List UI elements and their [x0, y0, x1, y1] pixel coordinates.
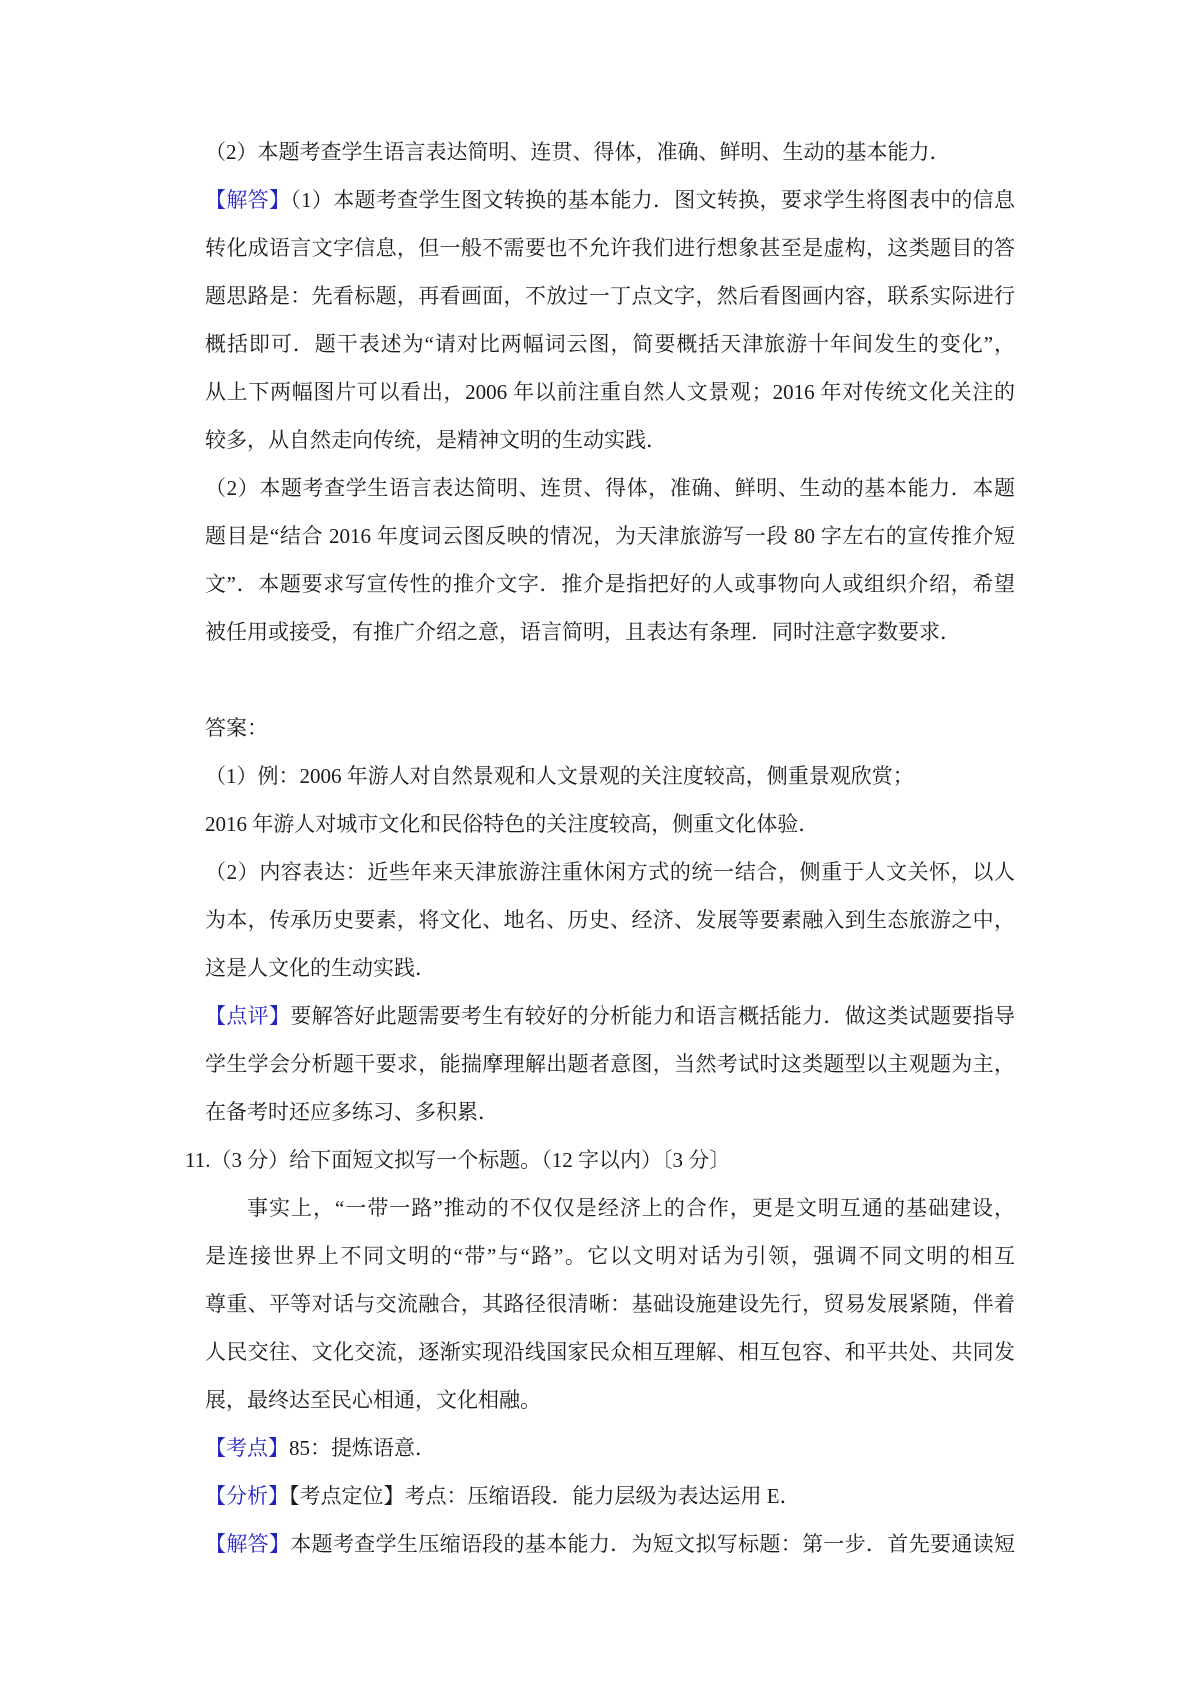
line-text: 人民交往、文化交流，逐渐实现沿线国家民众相互理解、相互包容、和平共处、共同发	[205, 1340, 1015, 1364]
line-text: 文”．本题要求写宣传性的推介文字．推介是指把好的人或事物向人或组织介绍，希望	[205, 572, 1015, 596]
line-text: 题思路是：先看标题，再看画面，不放过一丁点文字，然后看图画内容，联系实际进行	[205, 284, 1015, 308]
text-line	[205, 272, 1015, 320]
text-line	[205, 1280, 1015, 1328]
line-text: 2016 年游人对城市文化和民俗特色的关注度较高，侧重文化体验．	[205, 812, 820, 836]
line-text: （1）例：2006 年游人对自然景观和人文景观的关注度较高，侧重景观欣赏；	[205, 764, 914, 788]
line-text: 为本，传承历史要素，将文化、地名、历史、经济、发展等要素融入到生态旅游之中，	[205, 908, 1015, 932]
fenxi-label: 【分析】	[205, 1484, 289, 1508]
line-text: 被任用或接受，有推广介绍之意，语言简明，且表达有条理．同时注意字数要求．	[205, 620, 961, 644]
text-line	[205, 368, 1015, 416]
jieda-label: 【解答】	[205, 188, 291, 212]
line-text: （1）本题考查学生图文转换的基本能力．图文转换，要求学生将图表中的信息	[290, 188, 1015, 212]
line-text: 事实上，“一带一路”推动的不仅仅是经济上的合作，更是文明互通的基础建设，	[247, 1196, 1015, 1220]
text-line	[205, 1040, 1015, 1088]
dianping-label: 【点评】	[205, 1004, 291, 1028]
text-line	[205, 560, 1015, 608]
line-text: 答案：	[205, 716, 268, 740]
line-text: 学生学会分析题干要求，能揣摩理解出题者意图，当然考试时这类题型以主观题为主，	[205, 1052, 1015, 1076]
text-line	[205, 1232, 1015, 1280]
text-line	[205, 320, 1015, 368]
question-11-line	[185, 1136, 1015, 1184]
line-text: 在备考时还应多练习、多积累．	[205, 1100, 499, 1124]
line-text: （2）本题考查学生语言表达简明、连贯、得体，准确、鲜明、生动的基本能力．本题	[205, 476, 1015, 500]
line-text: 85：提炼语意．	[289, 1436, 436, 1460]
text-line	[205, 1088, 1015, 1136]
line-text: 题目是“结合 2016 年度词云图反映的情况，为天津旅游写一段 80 字左右的宣传推介短	[205, 524, 1015, 548]
text-line	[205, 752, 1015, 800]
text-line	[205, 176, 1015, 224]
line-text: 本题考查学生压缩语段的基本能力．为短文拟写标题：第一步．首先要通读短	[290, 1532, 1015, 1556]
text-line	[205, 848, 1015, 896]
line-text: 概括即可．题干表述为“请对比两幅词云图，简要概括天津旅游十年间发生的变化”，	[205, 332, 1015, 356]
line-text: 是连接世界上不同文明的“带”与“路”。它以文明对话为引领，强调不同文明的相互	[205, 1244, 1015, 1268]
line-text: 要解答好此题需要考生有较好的分析能力和语言概括能力．做这类试题要指导	[290, 1004, 1015, 1028]
text-line	[205, 512, 1015, 560]
line-text: 11.（3 分）给下面短文拟写一个标题。（12 字以内）〔3 分〕	[185, 1148, 731, 1172]
text-line	[205, 1184, 1015, 1232]
answer-heading-line	[205, 704, 1015, 752]
text-line	[205, 224, 1015, 272]
kaodian-label: 【考点】	[205, 1436, 289, 1460]
text-line	[205, 896, 1015, 944]
line-text: 转化成语言文字信息，但一般不需要也不允许我们进行想象甚至是虚构，这类题目的答	[205, 236, 1015, 260]
line-text: 这是人文化的生动实践．	[205, 956, 436, 980]
document-page	[185, 128, 1015, 1568]
text-line	[205, 1376, 1015, 1424]
line-text: 【考点定位】考点：压缩语段．能力层级为表达运用 E．	[289, 1484, 801, 1508]
text-line	[205, 800, 1015, 848]
text-line	[205, 128, 1015, 176]
blank-line	[205, 656, 1015, 704]
text-line	[205, 1424, 1015, 1472]
line-text: （2）内容表达：近些年来天津旅游注重休闲方式的统一结合，侧重于人文关怀，以人	[205, 860, 1015, 884]
text-line	[205, 416, 1015, 464]
line-text: （2）本题考查学生语言表达简明、连贯、得体，准确、鲜明、生动的基本能力．	[205, 140, 951, 164]
line-text: 从上下两幅图片可以看出，2006 年以前注重自然人文景观；2016 年对传统文化关注的	[205, 380, 1015, 404]
line-text: 较多，从自然走向传统，是精神文明的生动实践．	[205, 428, 667, 452]
text-line	[205, 608, 1015, 656]
text-line	[205, 1328, 1015, 1376]
text-line	[205, 1472, 1015, 1520]
jieda-label: 【解答】	[205, 1532, 291, 1556]
text-line	[205, 944, 1015, 992]
text-line	[205, 1520, 1015, 1568]
line-text: 展，最终达至民心相通，文化相融。	[205, 1388, 541, 1412]
text-line	[205, 992, 1015, 1040]
line-text: 尊重、平等对话与交流融合，其路径很清晰：基础设施建设先行，贸易发展紧随，伴着	[205, 1292, 1015, 1316]
text-line	[205, 464, 1015, 512]
